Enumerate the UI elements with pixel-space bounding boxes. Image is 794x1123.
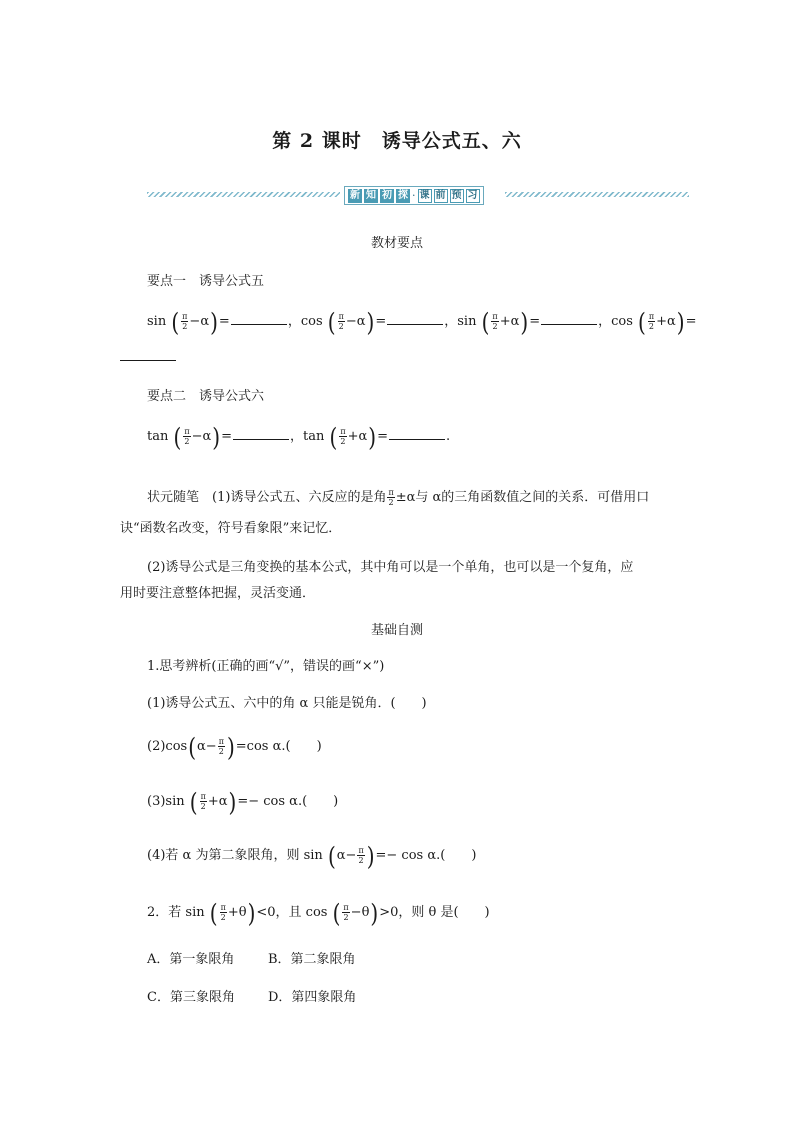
section-banner <box>147 186 689 204</box>
answer-blank[interactable] <box>231 312 287 325</box>
banner-char: 前 <box>435 189 446 201</box>
point2-label: 要点二 诱导公式六 <box>147 389 265 404</box>
question-1-stem: 1.思考辨析(正确的画“√”，错误的画“×”) <box>147 659 385 674</box>
banner-char: 初 <box>382 189 392 201</box>
answer-blank[interactable] <box>541 312 597 325</box>
banner-char: 探 <box>398 189 408 201</box>
note-line-2: 诀“函数名改变，符号看象限”来记忆． <box>120 521 342 536</box>
option-c[interactable]: C．第三象限角 <box>147 990 235 1005</box>
page-title: 第 2 课时 诱导公式五、六 <box>272 130 522 152</box>
answer-blank[interactable] <box>389 427 445 440</box>
banner-label <box>344 186 484 205</box>
note-line-1: 状元随笔 (1)诱导公式五、六反应的是角 $\frac{\pi}{2}$ ±α与 α的三角函数值之间的关系．可借用口 <box>147 488 650 507</box>
option-a[interactable]: A．第一象限角 <box>147 952 235 967</box>
section-heading-self-test: 基础自测 <box>370 623 423 638</box>
note-line-3: (2)诱导公式是三角变换的基本公式，其中角可以是一个单角，也可以是一个复角，应 <box>147 560 634 575</box>
banner-right-stripe <box>505 192 689 197</box>
option-b[interactable]: B．第二象限角 <box>268 952 356 967</box>
option-d[interactable]: D．第四象限角 <box>268 990 357 1005</box>
section-heading-key-points: 教材要点 <box>370 236 423 251</box>
formula-line-2: tan ( $\frac{\pi}{2}$ −α)= ，tan ( $\frac{\pi}{2}$ +α)= . <box>147 421 451 452</box>
banner-left-stripe <box>147 192 340 197</box>
question-1-item-3: (3)sin ( $\frac{\pi}{2}$ +α)=− cos α.( ) <box>147 786 339 817</box>
banner-char: 预 <box>451 189 462 201</box>
formula-line-1: sin ( $\frac{\pi}{2}$ −α)= ，cos ( $\frac{\pi}{2}$ −α)= ，sin ( $\frac{\pi}{2}$ +α)= ，cos ( $\frac{\pi}{2}$ +α)= <box>147 306 697 337</box>
note-label: 状元随笔 <box>147 490 200 505</box>
answer-blank[interactable] <box>233 427 289 440</box>
banner-separator: · <box>412 189 416 202</box>
question-1-item-2: (2)cos(α− $\frac{\pi}{2}$ )=cos α.( ) <box>147 731 322 762</box>
question-1-item-4: (4)若 α 为第二象限角，则 sin (α− $\frac{\pi}{2}$ )=− cos α.( ) <box>147 840 477 871</box>
banner-char: 新 <box>350 189 360 201</box>
point1-label: 要点一 诱导公式五 <box>147 274 265 289</box>
banner-char: 课 <box>419 189 430 201</box>
answer-blank[interactable] <box>387 312 443 325</box>
question-2-stem: 2．若 sin ( $\frac{\pi}{2}$ +θ)<0，且 cos ( $\frac{\pi}{2}$ −θ)>0，则 θ 是( ) <box>147 897 490 928</box>
banner-char: 知 <box>366 189 376 201</box>
note-line-4: 用时要注意整体把握，灵活变通． <box>120 586 316 601</box>
answer-blank[interactable] <box>120 360 176 361</box>
question-1-item-1: (1)诱导公式五、六中的角 α 只能是锐角．( ) <box>147 696 427 711</box>
banner-char: 习 <box>467 189 478 201</box>
